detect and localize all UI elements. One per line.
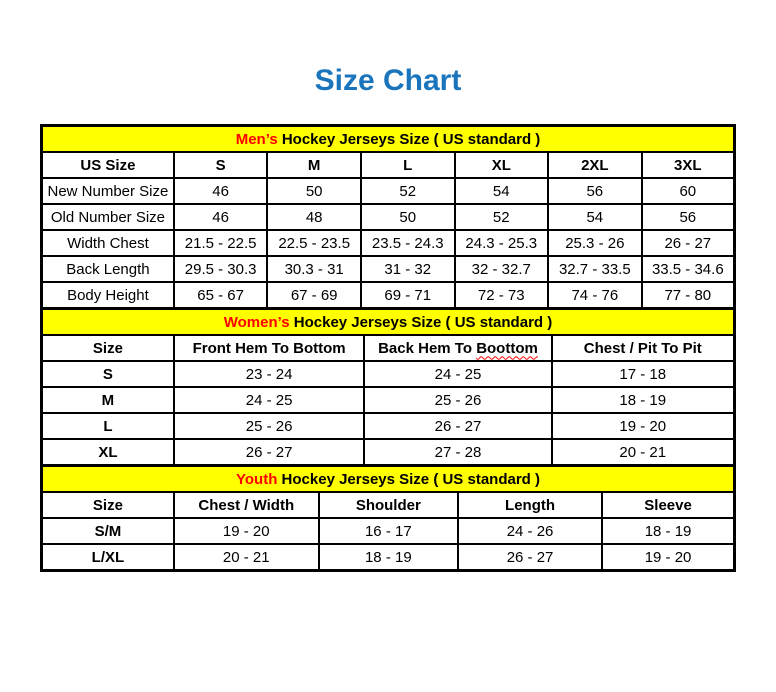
mens-title-rest: Hockey Jerseys Size ( US standard ) xyxy=(277,130,541,148)
table-cell: 69 - 71 xyxy=(361,282,455,309)
table-row xyxy=(42,204,735,230)
youth-row-label: L/XL xyxy=(42,544,174,571)
table-cell: 23 - 24 xyxy=(174,361,365,387)
womens-col-back-hem xyxy=(364,335,551,361)
table-row xyxy=(42,387,735,413)
womens-title-rest: Hockey Jerseys Size ( US standard ) xyxy=(289,313,553,331)
youth-col-chest-width: Chest / Width xyxy=(174,492,319,518)
table-cell: 25 - 26 xyxy=(174,413,365,439)
table-cell: 26 - 27 xyxy=(174,439,365,466)
mens-col-us-size: US Size xyxy=(42,152,174,178)
womens-header-row xyxy=(42,335,735,361)
womens-col-chest: Chest / Pit To Pit xyxy=(552,335,735,361)
table-cell: 48 xyxy=(267,204,361,230)
womens-col-size: Size xyxy=(42,335,174,361)
table-cell: 22.5 - 23.5 xyxy=(267,230,361,256)
youth-title-highlight: Youth xyxy=(236,470,278,488)
table-cell: 17 - 18 xyxy=(552,361,735,387)
table-cell: 26 - 27 xyxy=(458,544,602,571)
table-cell: 77 - 80 xyxy=(642,282,735,309)
womens-col-front-hem: Front Hem To Bottom xyxy=(174,335,365,361)
mens-col-3xl: 3XL xyxy=(642,152,735,178)
womens-title-highlight: Women’s xyxy=(223,313,290,331)
mens-header-row xyxy=(42,152,735,178)
table-row xyxy=(42,230,735,256)
table-cell: 50 xyxy=(267,178,361,204)
womens-title-row xyxy=(42,309,735,336)
table-cell: 23.5 - 24.3 xyxy=(361,230,455,256)
table-cell: 19 - 20 xyxy=(174,518,319,544)
table-cell: 52 xyxy=(361,178,455,204)
table-cell: 32.7 - 33.5 xyxy=(548,256,642,282)
table-row xyxy=(42,518,735,544)
table-cell: 24 - 25 xyxy=(174,387,365,413)
table-cell: 24.3 - 25.3 xyxy=(455,230,549,256)
youth-title-rest: Hockey Jerseys Size ( US standard ) xyxy=(277,470,540,488)
table-cell: 56 xyxy=(548,178,642,204)
table-row xyxy=(42,439,735,466)
table-cell: 52 xyxy=(455,204,549,230)
table-cell: 67 - 69 xyxy=(267,282,361,309)
table-cell: 25 - 26 xyxy=(364,387,551,413)
table-cell: 32 - 32.7 xyxy=(455,256,549,282)
mens-col-s: S xyxy=(174,152,268,178)
table-cell: 18 - 19 xyxy=(319,544,458,571)
table-cell: 65 - 67 xyxy=(174,282,268,309)
page-title: Size Chart xyxy=(314,64,462,97)
table-cell: 18 - 19 xyxy=(602,518,734,544)
mens-row-label: Body Height xyxy=(42,282,174,309)
youth-size-table xyxy=(40,464,736,572)
table-cell: 31 - 32 xyxy=(361,256,455,282)
table-row xyxy=(42,544,735,571)
mens-col-2xl: 2XL xyxy=(548,152,642,178)
womens-row-label: XL xyxy=(42,439,174,466)
table-cell: 33.5 - 34.6 xyxy=(642,256,735,282)
womens-table-title xyxy=(42,309,735,336)
table-cell: 30.3 - 31 xyxy=(267,256,361,282)
table-cell: 26 - 27 xyxy=(364,413,551,439)
table-cell: 26 - 27 xyxy=(642,230,735,256)
youth-col-sleeve: Sleeve xyxy=(602,492,734,518)
table-row xyxy=(42,178,735,204)
table-cell: 46 xyxy=(174,204,268,230)
table-cell: 20 - 21 xyxy=(174,544,319,571)
youth-col-length: Length xyxy=(458,492,602,518)
table-cell: 74 - 76 xyxy=(548,282,642,309)
womens-row-label: M xyxy=(42,387,174,413)
table-cell: 56 xyxy=(642,204,735,230)
youth-header-row xyxy=(42,492,735,518)
table-cell: 29.5 - 30.3 xyxy=(174,256,268,282)
youth-col-size: Size xyxy=(42,492,174,518)
table-row xyxy=(42,413,735,439)
mens-row-label: Old Number Size xyxy=(42,204,174,230)
mens-col-xl: XL xyxy=(455,152,549,178)
table-cell: 20 - 21 xyxy=(552,439,735,466)
table-cell: 60 xyxy=(642,178,735,204)
table-cell: 25.3 - 26 xyxy=(548,230,642,256)
mens-title-row xyxy=(42,126,735,153)
table-cell: 27 - 28 xyxy=(364,439,551,466)
table-cell: 21.5 - 22.5 xyxy=(174,230,268,256)
table-row xyxy=(42,282,735,309)
back-hem-label-prefix: Back Hem To xyxy=(378,339,477,357)
youth-row-label: S/M xyxy=(42,518,174,544)
back-hem-misspelled-word: Boottom xyxy=(476,339,538,357)
table-cell: 24 - 26 xyxy=(458,518,602,544)
youth-table-title xyxy=(42,466,735,493)
womens-row-label: L xyxy=(42,413,174,439)
table-cell: 54 xyxy=(455,178,549,204)
table-row xyxy=(42,361,735,387)
mens-size-table xyxy=(40,124,736,310)
womens-size-table xyxy=(40,307,736,467)
mens-col-l: L xyxy=(361,152,455,178)
mens-row-label: New Number Size xyxy=(42,178,174,204)
table-cell: 54 xyxy=(548,204,642,230)
mens-table-title xyxy=(42,126,735,153)
youth-title-row xyxy=(42,466,735,493)
mens-row-label: Back Length xyxy=(42,256,174,282)
mens-row-label: Width Chest xyxy=(42,230,174,256)
table-cell: 18 - 19 xyxy=(552,387,735,413)
womens-row-label: S xyxy=(42,361,174,387)
youth-col-shoulder: Shoulder xyxy=(319,492,458,518)
table-cell: 72 - 73 xyxy=(455,282,549,309)
mens-title-highlight: Men’s xyxy=(235,130,278,148)
table-cell: 46 xyxy=(174,178,268,204)
table-cell: 24 - 25 xyxy=(364,361,551,387)
table-cell: 16 - 17 xyxy=(319,518,458,544)
table-row xyxy=(42,256,735,282)
table-cell: 50 xyxy=(361,204,455,230)
table-cell: 19 - 20 xyxy=(552,413,735,439)
table-cell: 19 - 20 xyxy=(602,544,734,571)
mens-col-m: M xyxy=(267,152,361,178)
